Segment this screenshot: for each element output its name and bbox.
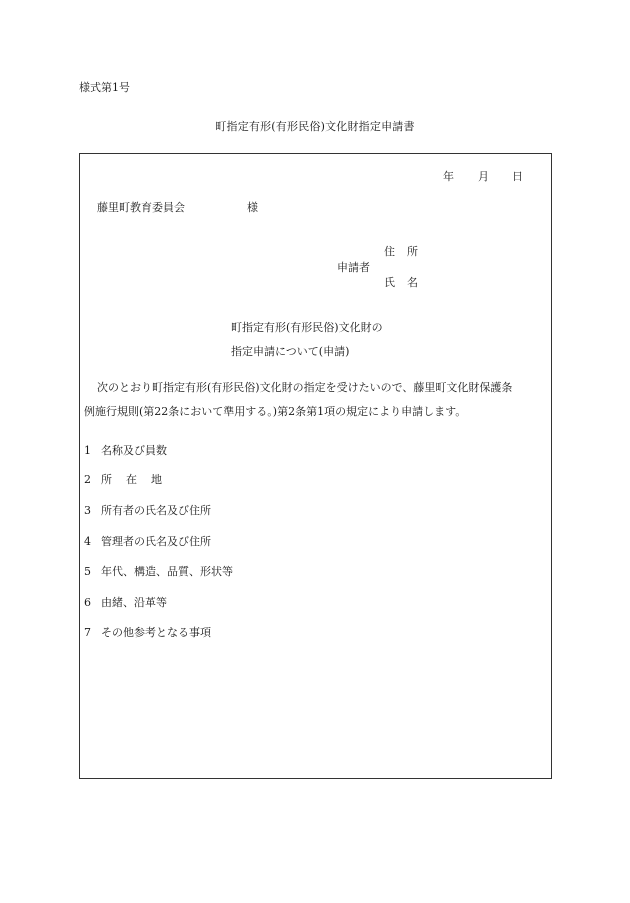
item-number: 1 bbox=[84, 444, 91, 457]
list-item bbox=[84, 504, 211, 518]
item-number: 5 bbox=[84, 565, 91, 578]
item-number: 4 bbox=[84, 535, 91, 548]
item-number: 7 bbox=[84, 626, 91, 639]
subject-line-1: 町指定有形(有形民俗)文化財の bbox=[231, 321, 383, 334]
list-item bbox=[84, 626, 211, 640]
item-text: 由緒、沿革等 bbox=[101, 596, 167, 609]
item-text: 管理者の氏名及び住所 bbox=[101, 535, 211, 548]
name-label: 氏名 bbox=[384, 276, 430, 289]
list-item bbox=[84, 535, 211, 549]
document-title: 町指定有形(有形民俗)文化財指定申請書 bbox=[215, 120, 415, 133]
addressee: 藤里町教育委員会 bbox=[97, 201, 185, 214]
date-month-label: 月 bbox=[478, 170, 489, 183]
item-number: 3 bbox=[84, 504, 91, 517]
item-text: 所在地 bbox=[101, 473, 176, 486]
honorific: 様 bbox=[247, 201, 258, 214]
body-text-line-1: 次のとおり町指定有形(有形民俗)文化財の指定を受けたいので、藤里町文化財保護条 bbox=[97, 381, 513, 394]
date-day-label: 日 bbox=[512, 170, 523, 183]
item-text: その他参考となる事項 bbox=[101, 626, 211, 639]
applicant-label: 申請者 bbox=[337, 261, 370, 274]
list-item bbox=[84, 596, 167, 610]
subject-line-2: 指定申請について(申請) bbox=[231, 345, 350, 358]
list-item bbox=[84, 565, 233, 579]
item-text: 年代、構造、品質、形状等 bbox=[101, 565, 233, 578]
item-number: 2 bbox=[84, 473, 91, 486]
body-text-line-2: 例施行規則(第22条において準用する。)第2条第1項の規定により申請します。 bbox=[84, 405, 467, 418]
form-frame bbox=[79, 153, 552, 779]
item-text: 所有者の氏名及び住所 bbox=[101, 504, 211, 517]
list-item bbox=[84, 473, 176, 487]
item-number: 6 bbox=[84, 596, 91, 609]
list-item bbox=[84, 444, 167, 458]
item-text: 名称及び員数 bbox=[101, 444, 167, 457]
form-number: 様式第1号 bbox=[79, 81, 130, 94]
address-label: 住所 bbox=[384, 245, 430, 258]
date-year-label: 年 bbox=[443, 170, 454, 183]
